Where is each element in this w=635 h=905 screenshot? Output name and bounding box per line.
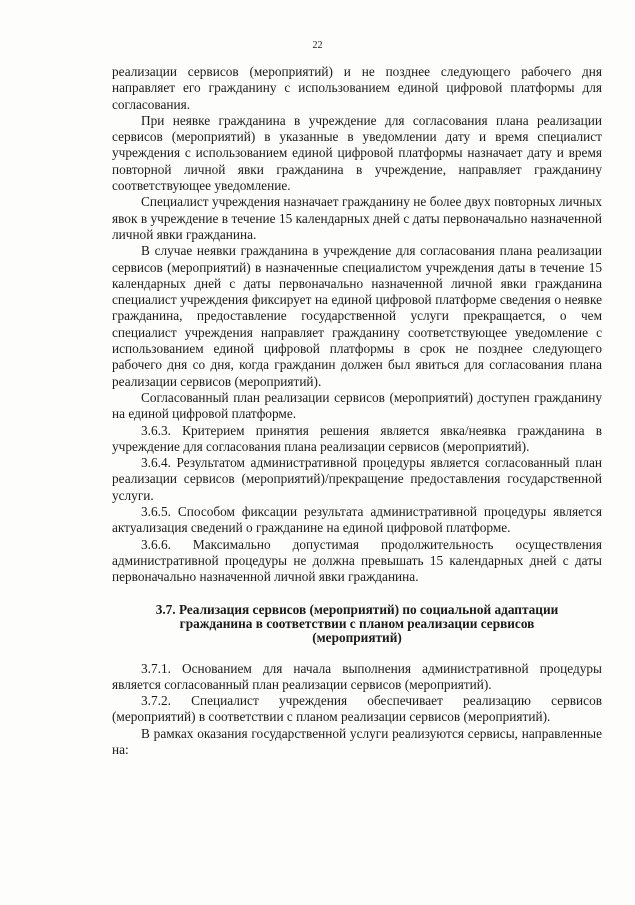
paragraph-3-6-5: 3.6.5. Способом фиксации результата административной процедуры является актуализация сведений о гражданине на единой цифровой платформе. [112,504,602,536]
paragraph: Специалист учреждения назначает гражданину не более двух повторных личных явок в учреждение в течение 15 календарных дней с даты первоначально назначенной личной явки гражданина. [112,194,602,242]
document-body [112,64,602,758]
paragraph-3-7-1: 3.7.1. Основанием для начала выполнения административной процедуры является согласованный план реализации сервисов (мероприятий). [112,660,602,692]
paragraph-3-6-4: 3.6.4. Результатом административной процедуры является согласованный план реализации сервисов (мероприятий)/прекращение предоставления государственной услуги. [112,455,602,503]
paragraph: При неявке гражданина в учреждение для согласования плана реализации сервисов (мероприятий) в указанные в уведомлении дату и время специалист учреждения с использованием единой цифровой платформы назначает дату и время повторной личной явки гражданина в учреждение, направляет гражданину соответствующее уведомление. [112,112,602,194]
paragraph-3-6-6: 3.6.6. Максимально допустимая продолжительность осуществления административной процедуры не должна превышать 15 календарных дней с даты первоначально назначенной личной явки гражданина. [112,536,602,585]
section-heading-line: гражданина в соответствии с планом реализации сервисов [179,615,535,631]
paragraph: реализации сервисов (мероприятий) и не позднее следующего рабочего дня направляет его гражданину с использованием единой цифровой платформы для согласования. [112,64,602,112]
paragraph-3-7-2: 3.7.2. Специалист учреждения обеспечивает реализацию сервисов (мероприятий) в соответствии с планом реализации сервисов (мероприятий). [112,693,602,725]
section-heading-3-7 [112,603,602,645]
page-number: 22 [312,40,323,51]
paragraph: В случае неявки гражданина в учреждение для согласования плана реализации сервисов (мероприятий) в назначенные специалистом учреждения даты в течение 15 календарных дней с даты первоначально назначенной личной явки гражданина специалист учреждения фиксирует на единой цифровой платформе сведения о неявке гражданина, предоставление государственной услуги прекращается, о чем специалист учреждения направляет гражданину соответствующее уведомление с использованием единой цифровой платформы в срок не позднее следующего рабочего дня со дня, когда гражданин должен был явиться для согласования плана реализации сервисов (мероприятий). [112,243,602,389]
section-heading-line: (мероприятий) [312,629,402,645]
paragraph: Согласованный план реализации сервисов (мероприятий) доступен гражданину на единой цифровой платформе. [112,389,602,422]
paragraph-3-6-3: 3.6.3. Критерием принятия решения является явка/неявка гражданина в учреждение для согласования плана реализации сервисов (мероприятий). [112,422,602,454]
paragraph: В рамках оказания государственной услуги реализуются сервисы, направленные на: [112,725,602,757]
section-heading-line: 3.7. Реализация сервисов (мероприятий) по социальной адаптации [155,601,559,617]
